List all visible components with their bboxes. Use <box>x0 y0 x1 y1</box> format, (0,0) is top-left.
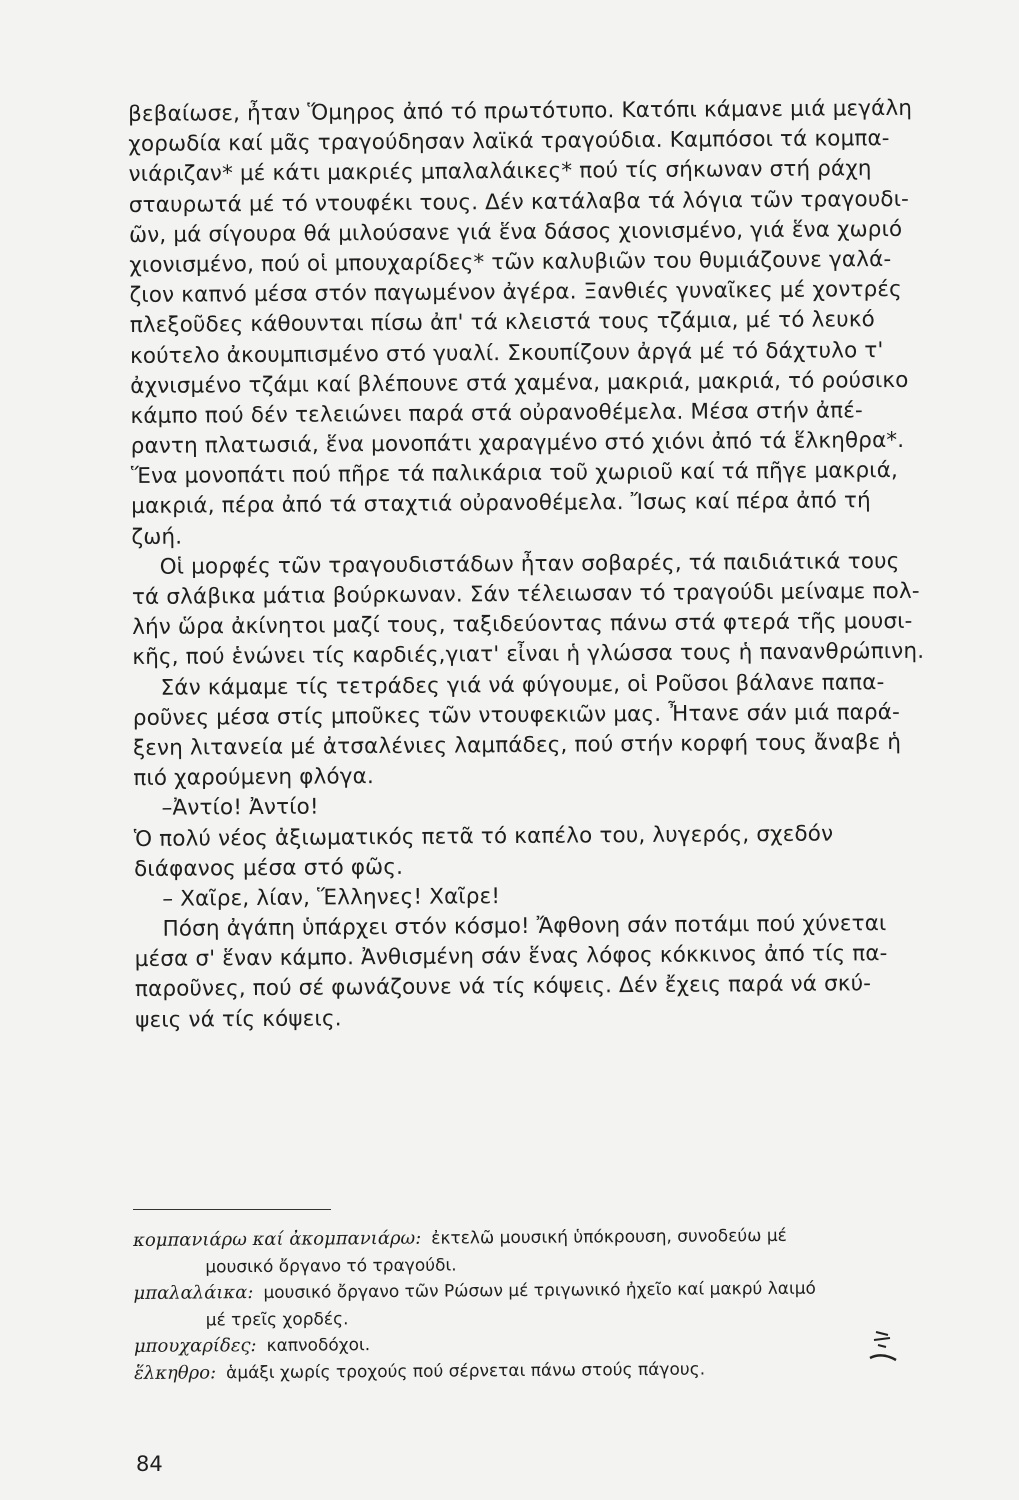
text-line: Ἕνα μονοπάτι πού πῆρε τά παλικάρια τοῦ χωριοῦ καί τά πῆγε μακριά, <box>130 458 899 490</box>
text-line: ῶν, μά σίγουρα θά μιλούσανε γιά ἕνα δάσος χιονισμένο, γιά ἕνα χωριό <box>128 216 903 248</box>
text-line: πλεξοῦδες κάθουνται πίσω ἀπ' τά κλειστά τους τζάμια, μέ τό λευκό <box>129 307 876 339</box>
page-number: 84 <box>136 1452 163 1476</box>
footnote-definition: καπνοδόχοι. <box>266 1335 371 1356</box>
footnote-continuation: μέ τρεῖς χορδές. <box>205 1308 349 1330</box>
text-line: κῆς, πού ἑνώνει τίς καρδιές,γιατ' εἶναι ἡ γλώσσα τους ἡ πανανθρώπινη. <box>132 639 925 671</box>
text-line: μέσα σ' ἕναν κάμπο. Ἀνθισμένη σάν ἕνας λόφος κόκκινος ἀπό τίς πα- <box>134 941 888 973</box>
text-line: ζιον καπνό μέσα στόν παγωμένον ἀγέρα. Ξανθιές γυναῖκες μέ χοντρές <box>129 277 902 309</box>
footnote-term: μπαλαλάικα: <box>133 1282 254 1304</box>
text-line: ραντη πλατωσιά, ἕνα μονοπάτι χαραγμένο στό χιόνι ἀπό τά ἕλκηθρα*. <box>130 427 905 460</box>
text-line: ἀχνισμένο τζάμι καί βλέπουνε στά χαμένα, μακριά, μακριά, τό ρούσικο <box>130 367 909 399</box>
text-line: διάφανος μέσα στό φῶς. <box>133 854 404 882</box>
footnote-definition: ἐκτελῶ μουσική ὑπόκρουση, συνοδεύω μέ <box>431 1225 787 1249</box>
footnote-definition: μουσικό ὄργανο τῶν Ρώσων μέ τριγωνικό ἠχεῖο καί μακρύ λαιμό <box>263 1278 817 1303</box>
text-line: Σάν κάμαμε τίς τετράδες γιά νά φύγουμε, οἱ Ροῦσοι βάλανε παπα- <box>160 669 885 701</box>
text-line: λήν ὥρα ἀκίνητοι μαζί τους, ταξιδεύοντας πάνω στά φτερά τῆς μουσι- <box>132 609 913 641</box>
footnote-rule <box>133 1209 331 1210</box>
footnotes <box>133 1221 974 1387</box>
text-line: –Ἀντίο! Ἀντίο! <box>161 794 319 822</box>
text-line: παροῦνες, πού σέ φωνάζουνε νά τίς κόψεις. Δέν ἔχεις παρά νά σκύ- <box>134 971 872 1003</box>
footnote-term: μπουχαρίδες: <box>133 1335 257 1357</box>
text-line: ψεις νά τίς κόψεις. <box>135 1005 342 1033</box>
text-line: πιό χαρούμενη φλόγα. <box>133 764 375 792</box>
text-line: ξενη λιτανεία μέ ἀτσαλένιες λαμπάδες, πού στήν κορφή τους ἄναβε ἡ <box>132 729 902 761</box>
text-line: χορωδία καί μᾶς τραγούδησαν λαϊκά τραγούδια. Καμπόσοι τά κομπα- <box>128 126 890 158</box>
text-line: χιονισμένο, πού οἱ μπουχαρίδες* τῶν καλυβιῶν του θυμιάζουνε γαλά- <box>129 246 892 278</box>
text-line: ζωή. <box>131 524 183 550</box>
text-line: τά σλάβικα μάτια βούρκωναν. Σάν τέλειωσαν τό τραγούδι μείναμε πολ- <box>131 578 920 610</box>
text-line: κούτελο ἀκουμπισμένο στό γυαλί. Σκουπίζουν ἀργά μέ τό δάχτυλο τ' <box>129 337 884 369</box>
text-line: κάμπο πού δέν τελειώνει παρά στά οὐρανοθέμελα. Μέσα στήν ἀπέ- <box>130 398 863 429</box>
footnote-term: κομπανιάρω καί ἀκομπανιάρω: <box>133 1227 422 1251</box>
text-line: σταυρωτά μέ τό ντουφέκι τους. Δέν κατάλαβα τά λόγια τῶν τραγουδι- <box>128 186 910 218</box>
footnote-term: ἕλκηθρο: <box>134 1361 217 1384</box>
text-line: νιάριζαν* μέ κάτι μακριές μπαλαλάικες* πού τίς σήκωναν στή ράχη <box>128 156 872 188</box>
text-line: Ὁ πολύ νέος ἀξιωματικός πετᾶ τό καπέλο του, λυγερός, σχεδόν <box>133 820 834 852</box>
text-line: Οἱ μορφές τῶν τραγουδιστάδων ἦταν σοβαρές, τά παιδιάτικά τους <box>159 548 900 580</box>
text-line: – Χαῖρε, λίαν, Ἕλληνες! Χαῖρε! <box>162 883 501 912</box>
body-text <box>128 93 967 1035</box>
footnote-definition: ἁμάξι χωρίς τροχούς πού σέρνεται πάνω στούς πάγους. <box>226 1359 706 1383</box>
text-line: βεβαίωσε, ἦταν Ὅμηρος ἀπό τό πρωτότυπο. Κατόπι κάμανε μιά μεγάλη <box>128 95 913 127</box>
pencil-mark-icon <box>868 1328 898 1364</box>
text-line: Πόση ἀγάπη ὑπάρχει στόν κόσμο! Ἄφθονη σάν ποτάμι πού χύνεται <box>162 911 887 942</box>
text-line: μακριά, πέρα ἀπό τά σταχτιά οὐρανοθέμελα. Ἴσως καί πέρα ἀπό τή <box>131 488 871 520</box>
text-line: ροῦνες μέσα στίς μποῦκες τῶν ντουφεκιῶν μας. Ἦτανε σάν μιά παρά- <box>132 699 901 731</box>
footnote-continuation: μουσικό ὄργανο τό τραγούδι. <box>205 1254 457 1277</box>
